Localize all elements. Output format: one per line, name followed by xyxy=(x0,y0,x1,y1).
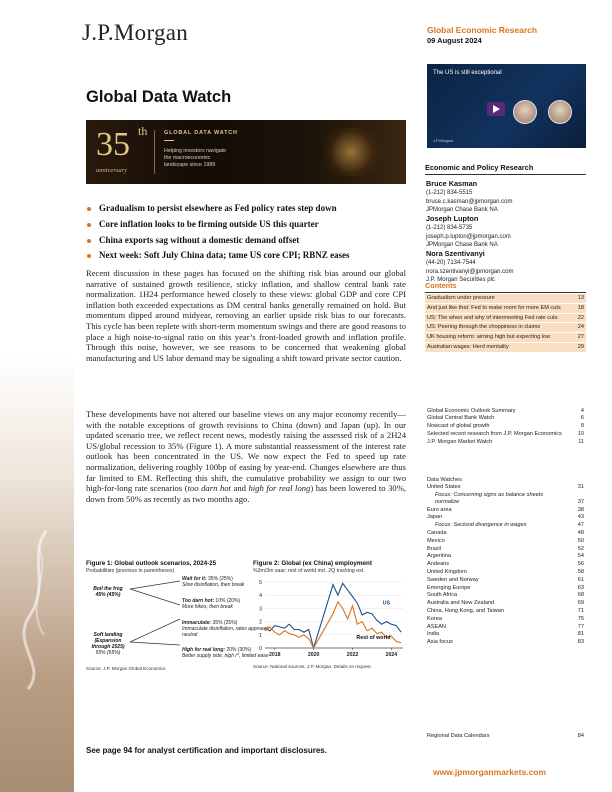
video-thumbnail[interactable] xyxy=(427,64,586,148)
toc-item[interactable]: Andeans 56 xyxy=(427,561,584,568)
contents-group-summaries xyxy=(427,407,584,446)
toc-item[interactable]: Nowcast of global growth 8 xyxy=(427,423,584,430)
side-decorative-strip xyxy=(0,0,74,792)
analyst-entity: J.P. Morgan Securities plc xyxy=(426,277,495,284)
toc-item[interactable]: ASEAN 77 xyxy=(427,623,584,630)
banner-suffix: th xyxy=(138,124,148,138)
y-tick-label: 0 xyxy=(259,646,262,652)
analyst-card xyxy=(426,214,511,250)
jpmorgan-logo: J.P.Morgan xyxy=(82,20,189,45)
video-logo: J.P.Morgan xyxy=(433,138,453,143)
toc-item[interactable]: India 81 xyxy=(427,631,584,638)
toc-item[interactable]: Selected recent research from J.P. Morgan Economics 10 xyxy=(427,430,584,437)
analyst-card xyxy=(426,249,513,285)
toc-item[interactable]: Emerging Europe 63 xyxy=(427,584,584,591)
body-paragraph-1: Recent discussion in these pages has focused on the shifting risk bias around our global narrative of sustained growth resilience, sticky inflation, and shallow central bank rate normalization. 1H24 performance hewed closely to these views: global GDP and core CPI inflation both exceeded expectations as DM central banks generally remained on hold. But momentum dipped around midyear, removing an earlier upside risk bias to our forecasts. This cycle has been replete with short-term momentum swings and there are good reasons to place a high noise-to-signal ratio on this year’s front-loaded growth and inflation profile. Through this noise, however, we see reasons to be concerned that weakening global manufacturing and US labor demand may be signaling a shift toward private sector caution. xyxy=(86,268,406,363)
toc-item[interactable]: US: Peering through the choppiness in claims 24 xyxy=(425,323,586,333)
x-tick-label: 2020 xyxy=(307,652,320,658)
banner-anniversary: anniversary xyxy=(96,167,128,174)
footer-link[interactable]: www.jpmorganmarkets.com xyxy=(433,767,547,777)
toc-item[interactable]: Australia and New Zealand 69 xyxy=(427,600,584,607)
toc-item[interactable]: Focus: Concerning signs as balance sheets normalize 37 xyxy=(435,492,584,505)
banner-divider xyxy=(154,130,155,174)
banner-rule xyxy=(164,140,174,141)
series-line-rest-of-world xyxy=(265,602,401,648)
toc-item[interactable]: Japan 43 xyxy=(427,514,584,521)
analyst-entity: JPMorgan Chase Bank NA xyxy=(426,207,498,214)
toc-item[interactable]: Asia focus 83 xyxy=(427,639,584,646)
toc-item[interactable]: Global Economic Outlook Summary 4 xyxy=(427,407,584,414)
analyst-phone: (1-212) 834-5735 xyxy=(426,225,473,231)
disclosure-note: See page 94 for analyst certification and important disclosures. xyxy=(86,746,327,755)
analyst-email[interactable]: nora.szentivanyi@jpmorgan.com xyxy=(426,268,514,275)
toc-item[interactable]: And just like that: Fed to make room for more EM cuts 18 xyxy=(425,304,586,314)
toc-item[interactable]: Korea 75 xyxy=(427,615,584,622)
toc-item[interactable]: Gradualism under pressure 13 xyxy=(425,294,586,304)
key-point: Core inflation looks to be firming outside US this quarter xyxy=(86,217,406,233)
toc-item[interactable]: Argentina 54 xyxy=(427,553,584,560)
analyst-phone: (1-212) 834-5515 xyxy=(426,190,473,196)
anniversary-banner xyxy=(86,120,406,184)
toc-item[interactable]: Mexico 50 xyxy=(427,537,584,544)
key-point: China exports sag without a domestic demand offset xyxy=(86,233,406,249)
banner-line: Helping investors navigate xyxy=(164,148,227,154)
toc-item[interactable]: Brazil 52 xyxy=(427,545,584,552)
analyst-name: Bruce Kasman xyxy=(426,179,478,188)
figure-1-subtitle: Probabilities (previous in parentheses) xyxy=(86,567,175,574)
contents-calendars xyxy=(427,732,584,740)
chart-source: Source: National sources, J.P. Morgan. Details on request. xyxy=(253,664,372,669)
toc-item[interactable]: China, Hong Kong, and Taiwan 71 xyxy=(427,608,584,615)
key-points-list xyxy=(86,201,406,264)
figure-1-scenarios xyxy=(86,560,276,670)
scenario-too-darn-hot: Too darn hot: 10% (20%) More hikes, then break xyxy=(182,598,241,610)
analyst-email[interactable]: bruce.c.kasman@jpmorgan.com xyxy=(426,198,513,205)
data-watches-heading: Data Watches xyxy=(427,476,462,483)
toc-item[interactable]: Canada 48 xyxy=(427,530,584,537)
key-point: Next week: Soft July China data; tame US core CPI; RBNZ eases xyxy=(86,248,406,264)
featured-contents xyxy=(425,294,586,353)
y-tick-label: 3 xyxy=(259,606,262,613)
analyst-name: Joseph Lupton xyxy=(426,214,479,223)
toc-item[interactable]: United States 31 xyxy=(427,484,584,491)
analyst-card xyxy=(426,179,512,215)
chart-subtitle: %3m/3m saar; rest of world incl. 2Q tracking est. xyxy=(253,567,365,574)
publication-date: 09 August 2024 xyxy=(427,36,482,45)
video-title: The US is still exceptional xyxy=(433,70,502,76)
analyst-name: Nora Szentivanyi xyxy=(426,249,485,258)
y-tick-label: 4 xyxy=(259,593,262,600)
toc-item[interactable]: Sweden and Norway 61 xyxy=(427,576,584,583)
analyst-entity: JPMorgan Chase Bank NA xyxy=(426,242,498,249)
x-tick-label: 2018 xyxy=(268,652,281,658)
banner-heading: GLOBAL DATA WATCH xyxy=(164,130,238,136)
toc-item[interactable]: UK housing reform: aiming high but expecting low 27 xyxy=(425,333,586,343)
banner-glow xyxy=(316,128,386,176)
series-title: Global Economic Research xyxy=(427,25,538,35)
banner-line: the macroeconomic xyxy=(164,155,211,161)
page-title: Global Data Watch xyxy=(86,88,232,106)
contents-heading: Contents xyxy=(425,281,586,293)
employment-line-chart xyxy=(253,576,408,662)
toc-item[interactable]: Focus: Sectoral divergence in wages 47 xyxy=(435,522,584,529)
figure-2-chart xyxy=(253,560,408,672)
soft-landing-label: Soft landing (Expansion through 2025) 55% (55%) xyxy=(91,632,125,656)
figure-1-title: Figure 1: Global outlook scenarios, 2024-25 xyxy=(86,560,217,567)
toc-item[interactable]: Australian wages: Herd mentality 29 xyxy=(425,343,586,353)
banner-number: 35 xyxy=(96,126,130,163)
contents-data-watches xyxy=(427,476,584,647)
scenario-wait-for-it: Wait for it: 35% (25%) Slow disinflation, then break xyxy=(182,576,245,588)
research-heading: Economic and Policy Research xyxy=(425,163,586,175)
toc-item[interactable]: J.P. Morgan Market Watch 11 xyxy=(427,438,584,445)
chart-title: Figure 2: Global (ex China) employment xyxy=(253,560,372,567)
y-tick-label: 1 xyxy=(259,632,262,639)
scenario-high-for-real-long: High for real long: 20% (30%) Better supply side, high r*, limited ease xyxy=(182,647,269,659)
logo-watermark-icon xyxy=(18,525,56,695)
toc-item[interactable]: US: The when and why of intermeeting Fed rate cuts 22 xyxy=(425,314,586,324)
toc-item[interactable]: South Africa 68 xyxy=(427,592,584,599)
scenario-immaculate: Immaculate: 35% (25%) Immaculate disinflation, rates approach neutral xyxy=(182,620,269,638)
x-tick-label: 2024 xyxy=(385,652,398,658)
figure-1-source: Source: J.P. Morgan Global Economics xyxy=(86,666,166,671)
body-paragraph-2: These developments have not altered our baseline views on any major economy recently—with the notable exceptions of growth revisions to China (down) and Japan (up). In our updated scenario tree, we reflect recent news, modestly raising the assessed risk of a 2H24 US/global recession to 35% (Figure 1). A more substantial reassessment of the interest rate outlook has been concentrated in the US. We now expect the Fed to speed up rate normalization, delivering roughly 100bp of easing by year-end. Changes elsewhere are thus far limited to EM. Reflecting this shift, the cumulative probability we assign to our two high-for-long rate scenarios (too darn hot and high for real long) has been lowered to 30%, down from 50% as recently as two months ago. xyxy=(86,409,407,504)
boil-the-frog-label: Boil the frog 45% (45%) xyxy=(93,586,123,598)
toc-item[interactable]: Euro area 38 xyxy=(427,506,584,513)
toc-item[interactable]: Global Central Bank Watch 6 xyxy=(427,415,584,422)
y-tick-label: 5 xyxy=(259,580,262,586)
analyst-phone: (44-20) 7134-7544 xyxy=(426,260,476,266)
presenter-avatar xyxy=(513,100,537,124)
analyst-email[interactable]: joseph.p.lupton@jpmorgan.com xyxy=(426,233,511,240)
key-point: Gradualism to persist elsewhere as Fed policy rates step down xyxy=(86,201,406,217)
play-icon[interactable] xyxy=(487,102,505,116)
series-label-rest-of-world: Rest of world xyxy=(356,634,391,641)
presenter-avatar xyxy=(548,100,572,124)
x-tick-label: 2022 xyxy=(346,652,359,658)
toc-item[interactable]: United Kingdom 58 xyxy=(427,569,584,576)
y-tick-label: 2 xyxy=(259,619,262,626)
series-label-us: US xyxy=(382,600,391,607)
banner-line: landscape since 1989 xyxy=(164,162,216,168)
toc-item[interactable]: Regional Data Calendars 84 xyxy=(427,732,584,739)
